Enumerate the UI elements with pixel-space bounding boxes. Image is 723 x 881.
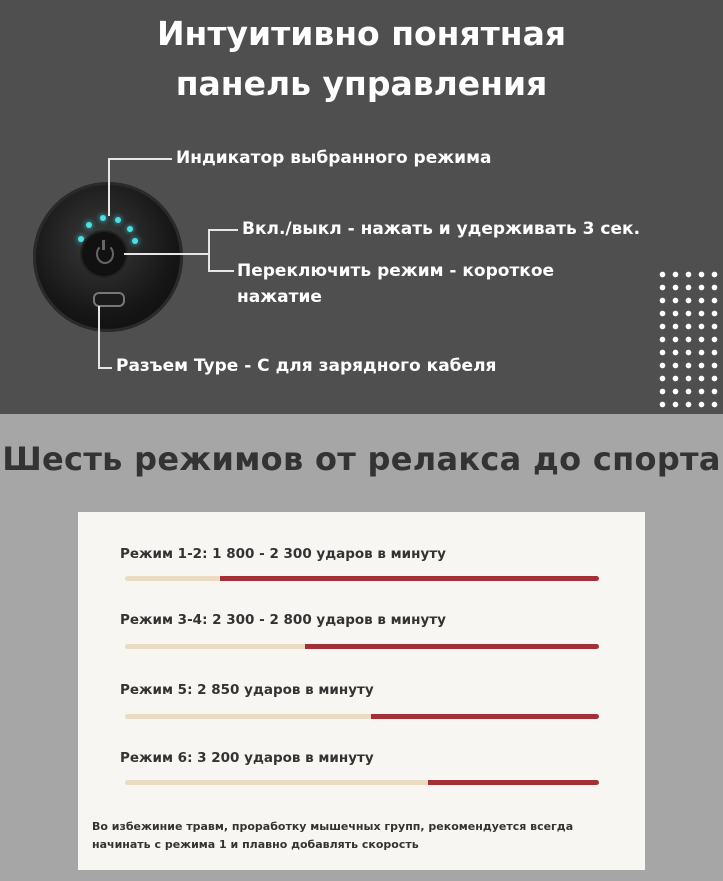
indicator-callout-line-v xyxy=(108,158,110,216)
mode-bar-3-4 xyxy=(125,644,599,649)
safety-note-line-1: Во избежиние травм, проработку мышечных групп, рекомендуется всегда xyxy=(92,820,574,833)
usb-callout-label: Разъем Type - C для зарядного кабеля xyxy=(116,356,497,376)
mode-indicator-led-4 xyxy=(115,217,121,223)
switch-callout-line xyxy=(208,270,234,272)
modes-section-title: Шесть режимов от релакса до спорта xyxy=(2,440,721,478)
mode-label-3-4: Режим 3-4: 2 300 - 2 800 ударов в минуту xyxy=(120,612,446,628)
usb-callout-line-v xyxy=(98,306,100,368)
power-callout-line xyxy=(208,229,238,231)
button-callout-line-v xyxy=(208,229,210,271)
indicator-callout-label: Индикатор выбранного режима xyxy=(176,148,492,168)
switch-callout-label-1: Переключить режим - короткое xyxy=(237,261,555,281)
safety-note-line-2: начинать с режима 1 и плавно добавлять скорость xyxy=(92,838,419,851)
mode-indicator-led-5 xyxy=(127,226,133,232)
mode-indicator-led-3 xyxy=(100,215,106,221)
modes-card xyxy=(78,512,645,870)
mode-label-5: Режим 5: 2 850 ударов в минуту xyxy=(120,682,374,698)
switch-callout-label-2: нажатие xyxy=(237,287,322,307)
mode-label-1-2: Режим 1-2: 1 800 - 2 300 ударов в минуту xyxy=(120,546,446,562)
power-callout-label: Вкл./выкл - нажать и удерживать 3 сек. xyxy=(242,219,641,239)
mode-indicator-led-6 xyxy=(132,238,138,244)
mode-bar-1-2 xyxy=(125,576,599,581)
usb-callout-line-h xyxy=(98,367,112,369)
usb-c-port-icon xyxy=(93,292,125,307)
button-callout-line-h xyxy=(124,253,208,255)
mode-indicator-led-1 xyxy=(78,236,84,242)
mode-label-6: Режим 6: 3 200 ударов в минуту xyxy=(120,750,374,766)
power-button-icon xyxy=(96,244,114,264)
decorative-dot-grid xyxy=(656,268,723,414)
indicator-callout-line-h xyxy=(108,158,172,160)
safety-note xyxy=(92,818,632,854)
mode-bar-6 xyxy=(125,780,599,785)
mode-bar-5 xyxy=(125,714,599,719)
power-button-icon-bar xyxy=(102,240,105,250)
mode-indicator-led-2 xyxy=(86,222,92,228)
top-panel xyxy=(0,0,723,414)
page-title-line1: Интуитивно понятная xyxy=(156,14,567,53)
page-title-line2: панель управления xyxy=(175,64,548,103)
